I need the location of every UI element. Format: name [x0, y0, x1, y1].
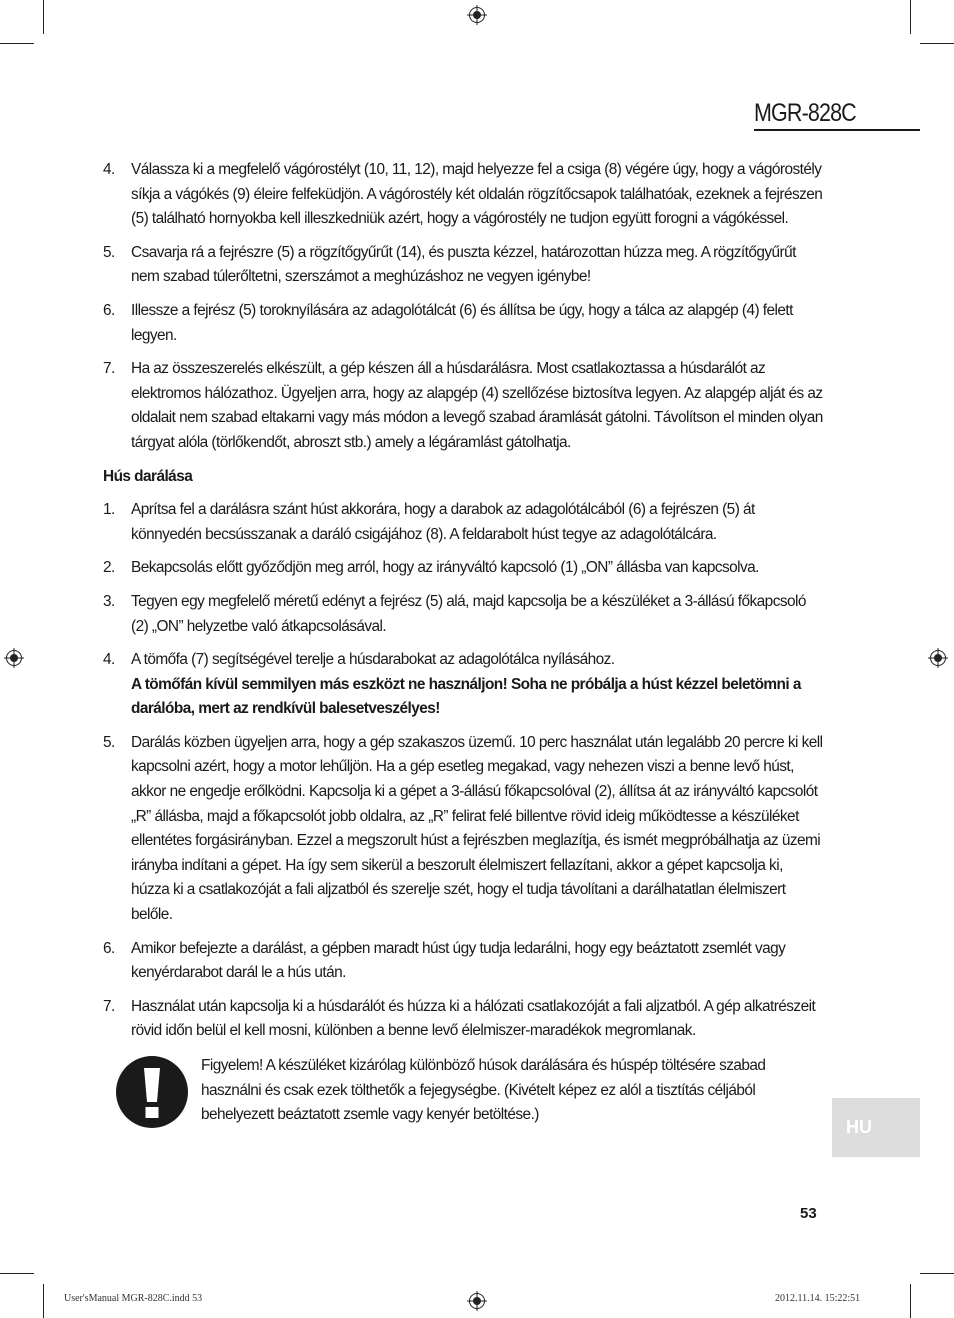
- item-text: Amikor befejezte a darálást, a gépben maradt húst úgy tudja ledarálni, hogy egy beáztatott zsemlét vagy kenyérdarabot darál le a hús után.: [131, 939, 786, 982]
- item-number: 1.: [103, 501, 115, 519]
- item-number: 4.: [103, 651, 115, 669]
- crop-mark: [0, 43, 34, 44]
- registration-mark-icon: [467, 1291, 487, 1311]
- list-item: [103, 731, 823, 928]
- crop-mark: [910, 0, 911, 34]
- item-text: Tegyen egy megfelelő méretű edényt a fejrész (5) alá, majd kapcsolja be a készüléket a 3-állású főkapcsoló (2) „ON” helyzetbe való átkapcsolásával.: [131, 592, 806, 635]
- crop-mark: [43, 0, 44, 34]
- list-item: [103, 556, 823, 581]
- language-tab: [832, 1098, 920, 1157]
- crop-mark: [0, 1273, 34, 1274]
- safety-warning-text: A tömőfán kívül semmilyen más eszközt ne használjon! Soha ne próbálja a húst kézzel beletömni a darálóba, mert az rendkívül balesetveszélyes!: [131, 675, 801, 718]
- registration-mark-icon: [4, 648, 24, 668]
- item-number: 6.: [103, 301, 115, 319]
- model-title: MGR-828C: [754, 99, 856, 127]
- list-item: [103, 299, 823, 348]
- item-text: Aprítsa fel a darálásra szánt húst akkorára, hogy a darabok az adagolótálcából (6) a fejrészen (5) át könnyedén becsússzanak a daráló csigájához (8). A feldarabolt húst tegye az adagolótálcára.: [131, 501, 755, 543]
- list-item: [103, 357, 823, 455]
- crop-mark: [43, 1284, 44, 1318]
- item-text: A tömőfa (7) segítségével terelje a húsdarabokat az adagolótálca nyílásához.: [131, 651, 615, 669]
- list-item: [103, 498, 823, 547]
- item-number: 5.: [103, 733, 115, 751]
- footer-timestamp: 2012.11.14. 15:22:51: [775, 1293, 861, 1304]
- footer-file-slug: User'sManual MGR-828C.indd 53: [64, 1293, 203, 1304]
- item-text: Darálás közben ügyeljen arra, hogy a gép szakaszos üzemű. 10 perc használat után legalább 20 percre ki kell kapcsolni azért, hogy a motor lehűljön. Ha a gép esetleg megakad, vagy nehezen viszi a benne levő húst, akkor ne engedje erőlködni. Kapcsolja ki a gépet a 3-állású főkapcsolóval (2), állítsa át az irányváltó kapcsolót „R” állásba, majd a főkapcsolót jobb oldalra, az „R” felirat felé billentve rövid ideig működtesse a készüléket ellentétes forgásirányban. Ezzel a megszorult húst a fejrészben meglazítja, és ismét megpróbálhatja az üzemi irányba indítani a gépet. Ha így sem sikerül a beszorult élelmiszert fellazítani, akkor a gépet kapcsolja ki, húzza ki a csatlakozóját a fali aljzatból és szerelje szét, hogy el tudja távolítani a darálhatatlan élelmiszert belőle.: [131, 733, 823, 924]
- list-item: [103, 158, 823, 232]
- section-heading: Hús darálása: [103, 467, 193, 485]
- item-text: Illessze a fejrész (5) toroknyílására az adagolótálcát (6) és állítsa be úgy, hogy a tálca az alapgép (4) felett legyen.: [131, 301, 793, 344]
- assembly-steps-list: [103, 158, 823, 456]
- item-text: Ha az összeszerelés elkészült, a gép készen áll a húsdarálásra. Most csatlakoztassa a húsdarálót az elektromos hálózathoz. Ügyeljen arra, hogy az alapgép (4) szellőzése biztosítva legyen. Az alapgép alját és az oldalait nem szabad eltakarni vagy más módon a levegő szabad áramlását gátolni. Távolítson el minden olyan tárgyat alóla (törlőkendőt, abroszt stb.) amely a légáramlást gátolhatja.: [131, 360, 823, 451]
- language-label: HU: [846, 1117, 872, 1137]
- list-item: [103, 937, 823, 986]
- exclamation-icon: [116, 1056, 188, 1128]
- item-number: 7.: [103, 997, 115, 1015]
- list-item: [103, 241, 823, 290]
- item-text: Válassza ki a megfelelő vágórostélyt (10, 11, 12), majd helyezze fel a csiga (8) végére úgy, hogy a vágórostély síkja a vágókés (9) éleire felfeküdjön. A vágórostély két oldalán rögzítőcsapok találhatóak, ezeknek a fejrészen (5) található hornyokba kell illeszkedniük azért, hogy a vágórostély ne tudjon együtt forogni a vágókéssel.: [131, 161, 823, 228]
- item-number: 6.: [103, 939, 115, 957]
- item-number: 7.: [103, 360, 115, 378]
- item-text: Használat után kapcsolja ki a húsdarálót és húzza ki a hálózati csatlakozóját a fali aljzatból. A gép alkatrészeit rövid időn belül el kell mosni, különben a benne levő élelmiszer-maradékok megromlanak.: [131, 997, 816, 1040]
- page-number: 53: [800, 1205, 817, 1222]
- list-item: [103, 590, 823, 639]
- header-rule: [754, 129, 920, 131]
- warning-text: Figyelem! A készüléket kizárólag különböző húsok darálására és húspép töltésére szabad használni és csak ezek tölthetők a fejegységbe. (Kivételt képez ez alól a tisztítás céljából behelyezett beáztatott zsemle vagy kenyér betöltése.): [201, 1057, 766, 1124]
- crop-mark: [910, 1284, 911, 1318]
- crop-mark: [920, 43, 954, 44]
- grinding-steps-list: [103, 498, 823, 1044]
- list-item: [103, 995, 823, 1044]
- warning-note: [103, 1054, 823, 1134]
- registration-mark-icon: [928, 648, 948, 668]
- list-item: [103, 648, 823, 722]
- item-number: 4.: [103, 161, 115, 178]
- item-text: Bekapcsolás előtt győződjön meg arról, hogy az irányváltó kapcsoló (1) „ON” állásba van kapcsolva.: [131, 559, 759, 577]
- page-content: [103, 158, 823, 1134]
- item-number: 3.: [103, 592, 115, 610]
- crop-mark: [920, 1273, 954, 1274]
- item-number: 2.: [103, 559, 115, 577]
- item-text: Csavarja rá a fejrészre (5) a rögzítőgyűrűt (14), és puszta kézzel, határozottan húzza meg. A rögzítőgyűrűt nem szabad túlerőltetni, szerszámot a meghúzáshoz ne vegyen igénybe!: [131, 243, 796, 286]
- item-number: 5.: [103, 243, 115, 261]
- registration-mark-icon: [467, 5, 487, 25]
